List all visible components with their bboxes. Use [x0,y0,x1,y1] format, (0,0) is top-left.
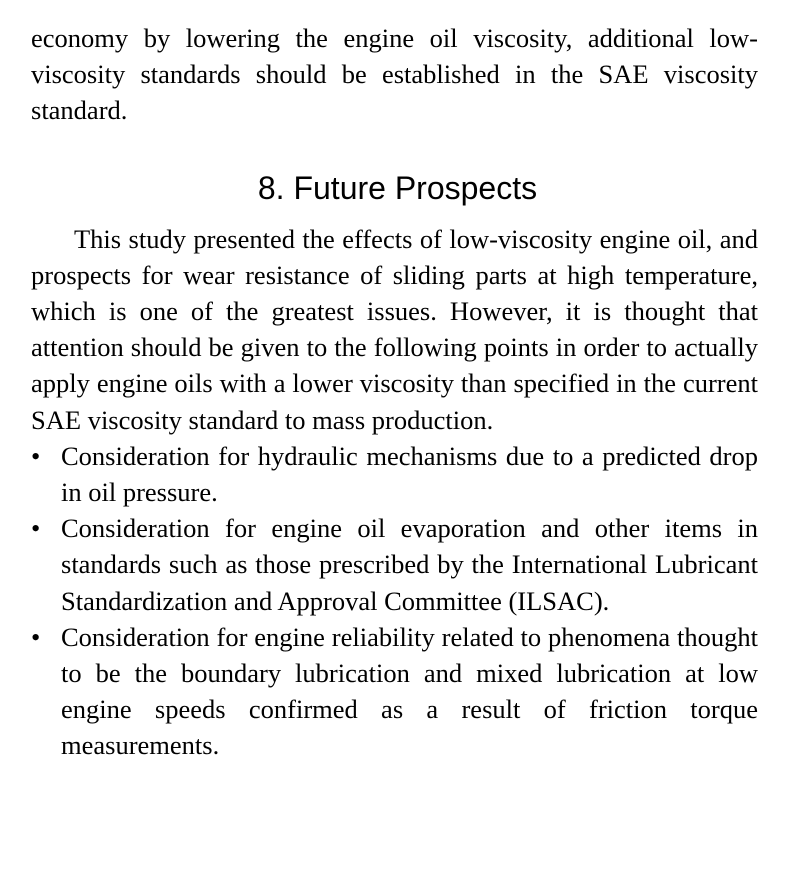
bullet-item [31,510,758,619]
bullet-text: Consideration for engine oil evaporation and other items in standards such as those prescribed by the International Lubricant Standardization and Approval Committee (ILSAC). [61,513,758,616]
section-heading: 8. Future Prospects [257,169,538,206]
document-page [31,20,758,764]
intro-paragraph: economy by lowering the engine oil viscosity, additional low-viscosity standards should be established in the SAE viscosity standard. [31,23,758,126]
bullet-list [31,438,758,764]
bullet-dot-icon: • [31,621,41,652]
body-paragraph: This study presented the effects of low-viscosity engine oil, and prospects for wear resistance of sliding parts at high temperature, which is one of the greatest issues. However, it is thought that attention should be given to the following points in order to actually apply engine oils with a lower viscosity than specified in the current SAE viscosity standard to mass production. [31,223,758,435]
bullet-item [31,438,758,510]
bullet-dot-icon: • [31,513,41,544]
bullet-text: Consideration for engine reliability related to phenomena thought to be the boundary lubrication and mixed lubrication at low engine speeds confirmed as a result of friction torque measurements. [61,621,758,761]
bullet-item [31,619,758,764]
bullet-dot-icon: • [31,440,41,471]
bullet-text: Consideration for hydraulic mechanisms due to a predicted drop in oil pressure. [61,440,758,508]
